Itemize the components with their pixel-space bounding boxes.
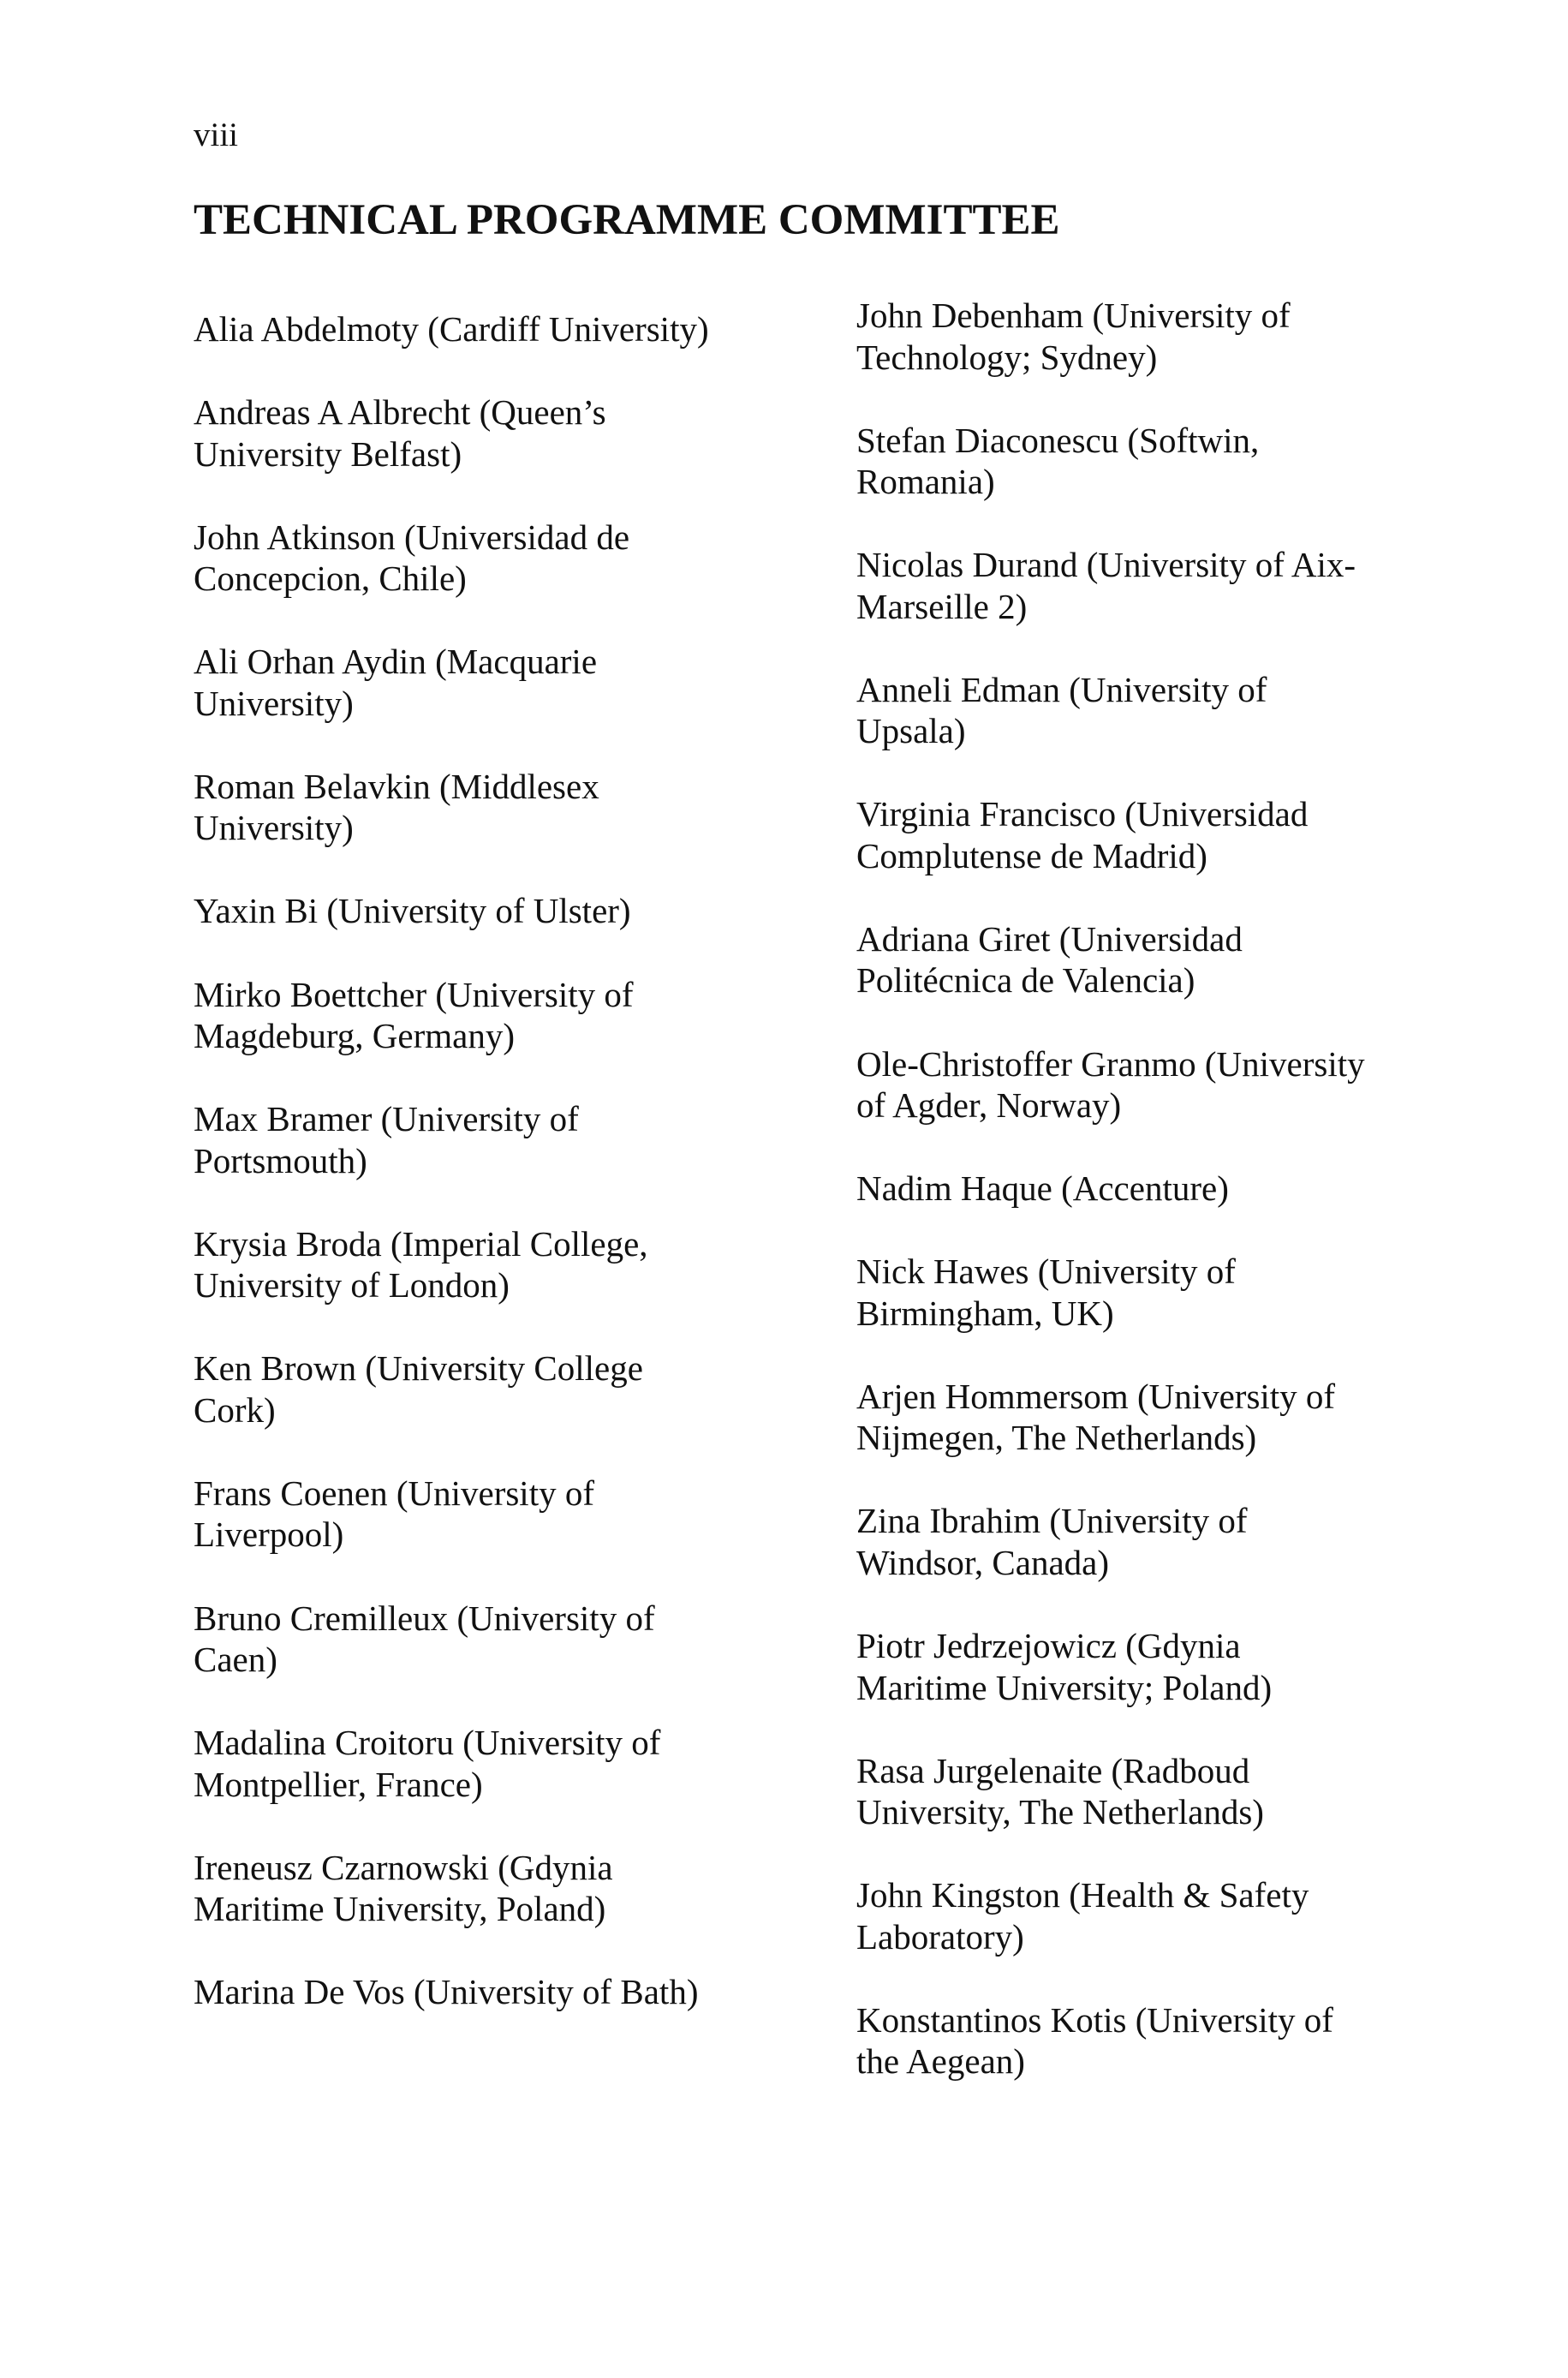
committee-member-line: University) bbox=[194, 808, 354, 848]
committee-member-line: John Kingston (Health & Safety bbox=[856, 1875, 1309, 1915]
committee-member-line: Yaxin Bi (University of Ulster) bbox=[194, 891, 631, 931]
committee-member-line: Portsmouth) bbox=[194, 1140, 367, 1180]
committee-member-line: Marseille 2) bbox=[856, 586, 1028, 626]
committee-member bbox=[856, 295, 1507, 378]
committee-member bbox=[856, 1251, 1507, 1334]
committee-member-line: John Debenham (University of bbox=[856, 296, 1291, 335]
committee-member bbox=[856, 1500, 1507, 1583]
committee-member-line: Caen) bbox=[194, 1640, 277, 1680]
committee-member bbox=[194, 974, 844, 1057]
committee-member-line: Nick Hawes (University of bbox=[856, 1252, 1236, 1292]
committee-member-line: Roman Belavkin (Middlesex bbox=[194, 766, 599, 806]
committee-member-line: Cork) bbox=[194, 1389, 276, 1430]
committee-member-line: Complutense de Madrid) bbox=[856, 835, 1207, 875]
committee-member-line: the Aegean) bbox=[856, 2041, 1025, 2082]
committee-member-line: Frans Coenen (University of bbox=[194, 1473, 594, 1513]
committee-member bbox=[856, 1999, 1507, 2082]
committee-member-line: Stefan Diaconescu (Softwin, bbox=[856, 420, 1260, 460]
committee-member-line: University of London) bbox=[194, 1265, 510, 1306]
committee-member-line: Nadim Haque (Accenture) bbox=[856, 1168, 1229, 1209]
committee-list-left bbox=[194, 308, 844, 2054]
committee-member bbox=[856, 1625, 1507, 1708]
committee-member bbox=[856, 793, 1507, 876]
committee-member bbox=[856, 918, 1507, 1001]
committee-member-line: Upsala) bbox=[856, 711, 966, 751]
committee-member bbox=[194, 641, 844, 724]
committee-member-line: University, The Netherlands) bbox=[856, 1792, 1264, 1832]
committee-member bbox=[194, 517, 844, 600]
committee-member-line: University) bbox=[194, 683, 354, 723]
committee-member-line: Ali Orhan Aydin (Macquarie bbox=[194, 642, 598, 682]
committee-member-line: Montpellier, France) bbox=[194, 1764, 483, 1804]
committee-member bbox=[194, 1473, 844, 1556]
committee-member bbox=[194, 890, 844, 932]
committee-member-line: Laboratory) bbox=[856, 1916, 1024, 1957]
committee-member-line: Piotr Jedrzejowicz (Gdynia bbox=[856, 1626, 1241, 1666]
committee-member-line: Virginia Francisco (Universidad bbox=[856, 794, 1309, 834]
committee-member-line: Magdeburg, Germany) bbox=[194, 1016, 515, 1056]
committee-member-line: Arjen Hommersom (University of bbox=[856, 1376, 1336, 1416]
committee-member-line: Madalina Croitoru (University of bbox=[194, 1723, 661, 1763]
committee-member-line: Rasa Jurgelenaite (Radboud bbox=[856, 1750, 1250, 1790]
committee-member bbox=[194, 766, 844, 849]
committee-member bbox=[856, 669, 1507, 752]
committee-list-right bbox=[856, 295, 1507, 2124]
committee-member-line: Romania) bbox=[856, 462, 995, 502]
committee-member-line: Politécnica de Valencia) bbox=[856, 960, 1195, 1001]
committee-member-line: Alia Abdelmoty (Cardiff University) bbox=[194, 309, 709, 349]
committee-member bbox=[194, 1347, 844, 1431]
committee-member bbox=[194, 1971, 844, 2013]
committee-member-line: Krysia Broda (Imperial College, bbox=[194, 1223, 648, 1264]
committee-member bbox=[194, 1223, 844, 1306]
page-title: TECHNICAL PROGRAMME COMMITTEE bbox=[194, 196, 1060, 244]
committee-member bbox=[194, 1598, 844, 1681]
committee-member-line: Ole-Christoffer Granmo (University bbox=[856, 1043, 1365, 1084]
committee-member-line: Andreas A Albrecht (Queen’s bbox=[194, 392, 606, 433]
committee-member-line: Konstantinos Kotis (University of bbox=[856, 1999, 1333, 2040]
committee-member-line: Ken Brown (University College bbox=[194, 1348, 643, 1389]
committee-member bbox=[856, 1043, 1507, 1126]
committee-member bbox=[856, 1750, 1507, 1833]
committee-member-line: Maritime University; Poland) bbox=[856, 1667, 1273, 1707]
committee-member-line: Technology; Sydney) bbox=[856, 337, 1158, 377]
committee-member bbox=[856, 420, 1507, 503]
committee-member-line: Bruno Cremilleux (University of bbox=[194, 1598, 655, 1638]
committee-member-line: Max Bramer (University of bbox=[194, 1099, 579, 1139]
committee-member bbox=[856, 1168, 1507, 1210]
committee-member-line: Liverpool) bbox=[194, 1515, 344, 1555]
committee-member-line: Adriana Giret (Universidad bbox=[856, 918, 1243, 959]
committee-member-line: John Atkinson (Universidad de bbox=[194, 517, 630, 557]
committee-member bbox=[856, 1376, 1507, 1459]
committee-member bbox=[194, 1098, 844, 1181]
committee-member-line: Concepcion, Chile) bbox=[194, 559, 467, 599]
committee-member-line: Mirko Boettcher (University of bbox=[194, 974, 634, 1014]
committee-member-line: University Belfast) bbox=[194, 433, 462, 474]
committee-member-line: Marina De Vos (University of Bath) bbox=[194, 1972, 699, 2012]
committee-member-line: of Agder, Norway) bbox=[856, 1085, 1122, 1126]
committee-member-line: Nicolas Durand (University of Aix- bbox=[856, 545, 1356, 585]
committee-member bbox=[194, 391, 844, 475]
committee-member bbox=[194, 1847, 844, 1930]
committee-member-line: Birmingham, UK) bbox=[856, 1293, 1114, 1333]
committee-member bbox=[194, 308, 844, 350]
page-number: viii bbox=[194, 117, 239, 153]
committee-member-line: Anneli Edman (University of bbox=[856, 669, 1267, 709]
committee-member-line: Windsor, Canada) bbox=[856, 1542, 1110, 1582]
committee-member-line: Zina Ibrahim (University of bbox=[856, 1501, 1248, 1541]
committee-member bbox=[856, 1874, 1507, 1957]
committee-member-line: Maritime University, Poland) bbox=[194, 1889, 606, 1929]
committee-member bbox=[194, 1722, 844, 1805]
committee-member bbox=[856, 544, 1507, 627]
committee-member-line: Nijmegen, The Netherlands) bbox=[856, 1418, 1257, 1458]
committee-member-line: Ireneusz Czarnowski (Gdynia bbox=[194, 1847, 613, 1887]
